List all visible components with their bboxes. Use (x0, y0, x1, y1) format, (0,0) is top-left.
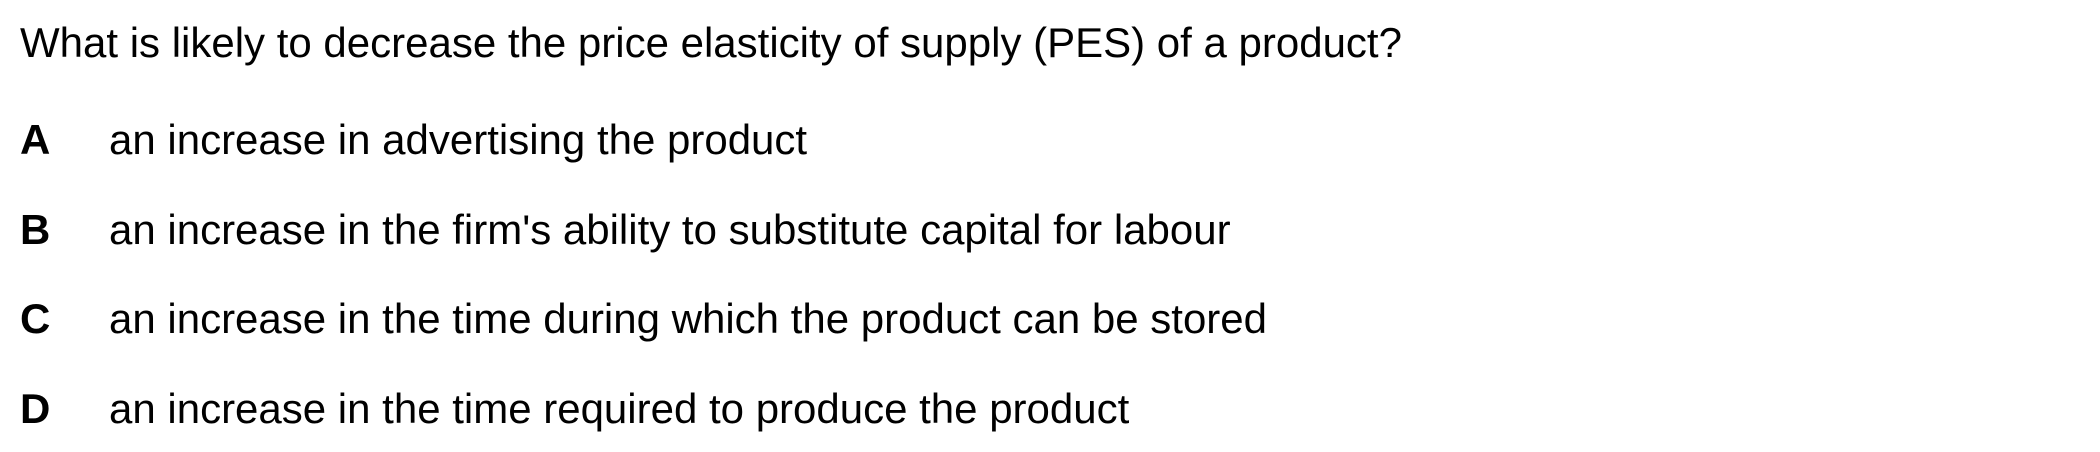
option-letter: B (20, 206, 51, 253)
question-stem: What is likely to decrease the price elasticity of supply (PES) of a product? (20, 19, 1402, 66)
option-a (0, 116, 2100, 164)
option-letter: C (20, 295, 51, 342)
option-c (0, 295, 2100, 343)
option-text: an increase in the time during which the product can be stored (109, 295, 1268, 342)
option-text: an increase in advertising the product (109, 116, 808, 163)
option-text: an increase in the firm's ability to substitute capital for labour (109, 206, 1231, 253)
option-b (0, 206, 2100, 254)
option-letter: D (20, 385, 51, 432)
option-letter: A (20, 116, 51, 163)
option-d (0, 385, 2100, 433)
option-text: an increase in the time required to produce the product (109, 385, 1130, 432)
